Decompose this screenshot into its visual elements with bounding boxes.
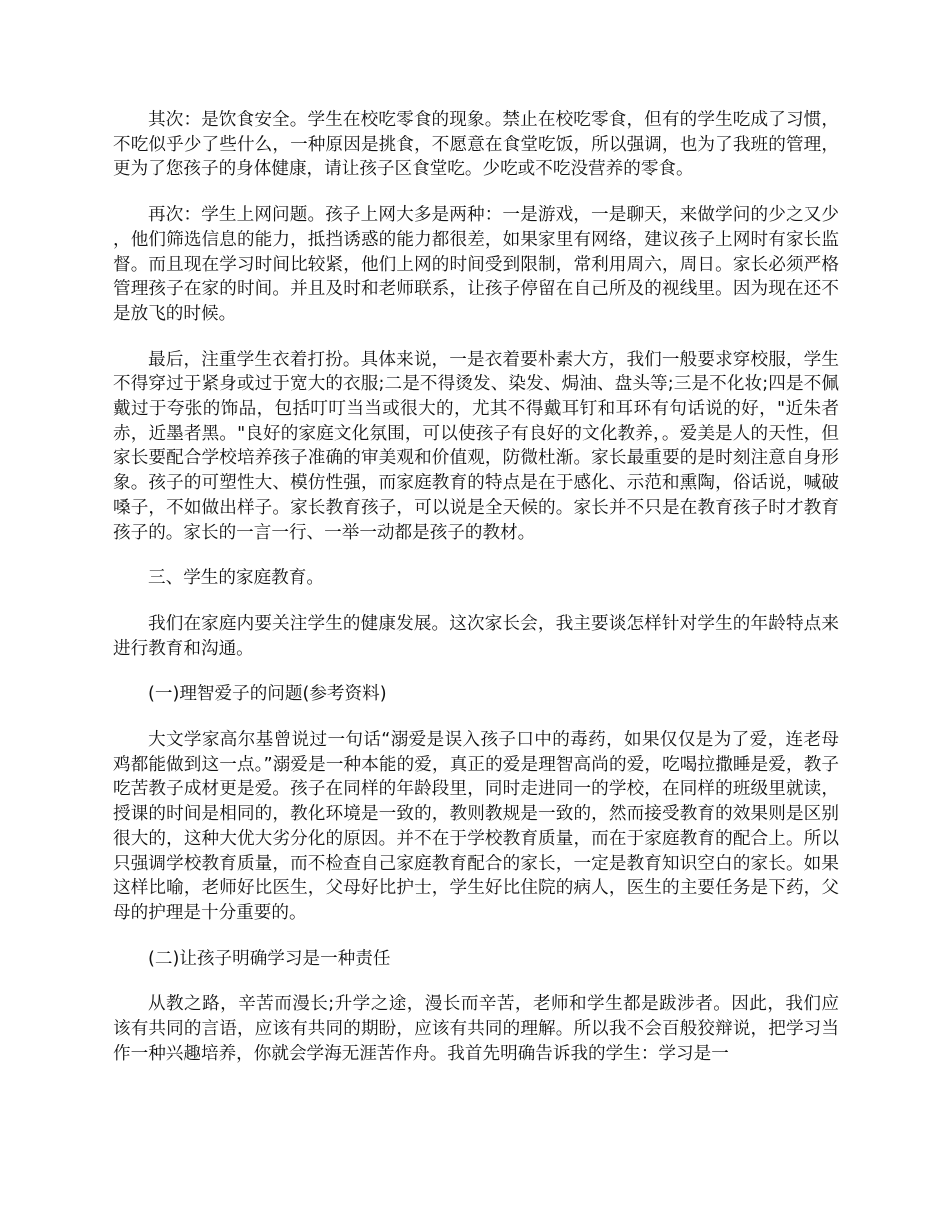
subheading-rational-love: (一)理智爱子的问题(参考资料) xyxy=(148,684,387,705)
paragraph-learning-responsibility: 从教之路，辛苦而漫长;升学之途，漫长而辛苦，老师和学生都是跋涉者。因此，我们应该有共同的言语，应该有共同的期盼，应该有共同的理解。所以我不会百般狡辩说，把学习当作一种兴趣培养，你就会学海无涯苦作舟。我首先明确告诉我的学生：学习是一 xyxy=(113,994,839,1064)
paragraph-gap xyxy=(113,182,839,203)
paragraph-gap xyxy=(113,591,839,612)
paragraph-dress: 最后，注重学生衣着打扮。具体来说，一是衣着要朴素大方，我们一般要求穿校服，学生不得穿过于紧身或过于宽大的衣服;二是不得烫发、染发、焗油、盘头等;三是不化妆;四是不佩戴过于夸张的饰品，包括叮叮当当或很大的，尤其不得戴耳钉和耳环有句话说的好，"近朱者赤，近墨者黑。"良好的家庭文化氛围，可以使孩子有良好的文化教养，。爱美是人的天性，但家长要配合学校培养孩子准确的审美观和价值观，防微杜渐。家长最重要的是时刻注意自身形象。孩子的可塑性大、模仿性强，而家庭教育的特点是在于感化、示范和熏陶，俗话说，喊破嗓子，不如做出样子。家长教育孩子，可以说是全天候的。家长并不只是在教育孩子时才教育孩子的。家长的一言一行、一举一动都是孩子的教材。 xyxy=(113,349,839,543)
paragraph-internet-use: 再次：学生上网问题。孩子上网大多是两种：一是游戏，一是聊天，来做学问的少之又少，他们筛选信息的能力，抵挡诱惑的能力都很差，如果家里有网络，建议孩子上网时有家长监督。而且现在学习时间比较紧，他们上网的时间受到限制，常利用周六，周日。家长必须严格管理孩子在家的时间。并且及时和老师联系，让孩子停留在自己所及的视线里。因为现在还不是放飞的时候。 xyxy=(113,205,839,324)
paragraph-diet-safety: 其次：是饮食安全。学生在校吃零食的现象。禁止在校吃零食，但有的学生吃成了习惯，不吃似乎少了些什么，一种原因是挑食，不愿意在食堂吃饭，所以强调，也为了我班的管理，更为了您孩子的身体健康，请让孩子区食堂吃。少吃或不吃没营养的零食。 xyxy=(113,110,839,180)
paragraph-gap xyxy=(113,545,839,566)
paragraph-family-intro: 我们在家庭内要关注学生的健康发展。这次家长会，我主要谈怎样针对学生的年龄特点来进行教育和沟通。 xyxy=(113,613,839,659)
paragraph-gap xyxy=(113,327,839,348)
paragraph-gap xyxy=(113,661,839,682)
paragraph-gap xyxy=(113,971,839,992)
document-page xyxy=(113,108,839,1067)
paragraph-gap xyxy=(113,707,839,728)
paragraph-gap xyxy=(113,926,839,947)
section-heading-family-education: 三、学生的家庭教育。 xyxy=(148,568,324,589)
subheading-learning-responsibility: (二)让孩子明确学习是一种责任 xyxy=(148,948,391,969)
paragraph-rational-love: 大文学家高尔基曾说过一句话“溺爱是误入孩子口中的毒药，如果仅仅是为了爱，连老母鸡都能做到这一点。”溺爱是一种本能的爱，真正的爱是理智高尚的爱，吃喝拉撒睡是爱，教子吃苦教子成材更是爱。孩子在同样的年龄段里，同时走进同一的学校，在同样的班级里就读，授课的时间是相同的，教化环境是一致的，教则教规是一致的，然而接受教育的效果则是区别很大的，这种大优大劣分化的原因。并不在于学校教育质量，而在于家庭教育的配合上。所以只强调学校教育质量，而不检查自己家庭教育配合的家长，一定是教育知识空白的家长。如果这样比喻，老师好比医生，父母好比护士，学生好比住院的病人，医生的主要任务是下药，父母的护理是十分重要的。 xyxy=(113,730,839,923)
